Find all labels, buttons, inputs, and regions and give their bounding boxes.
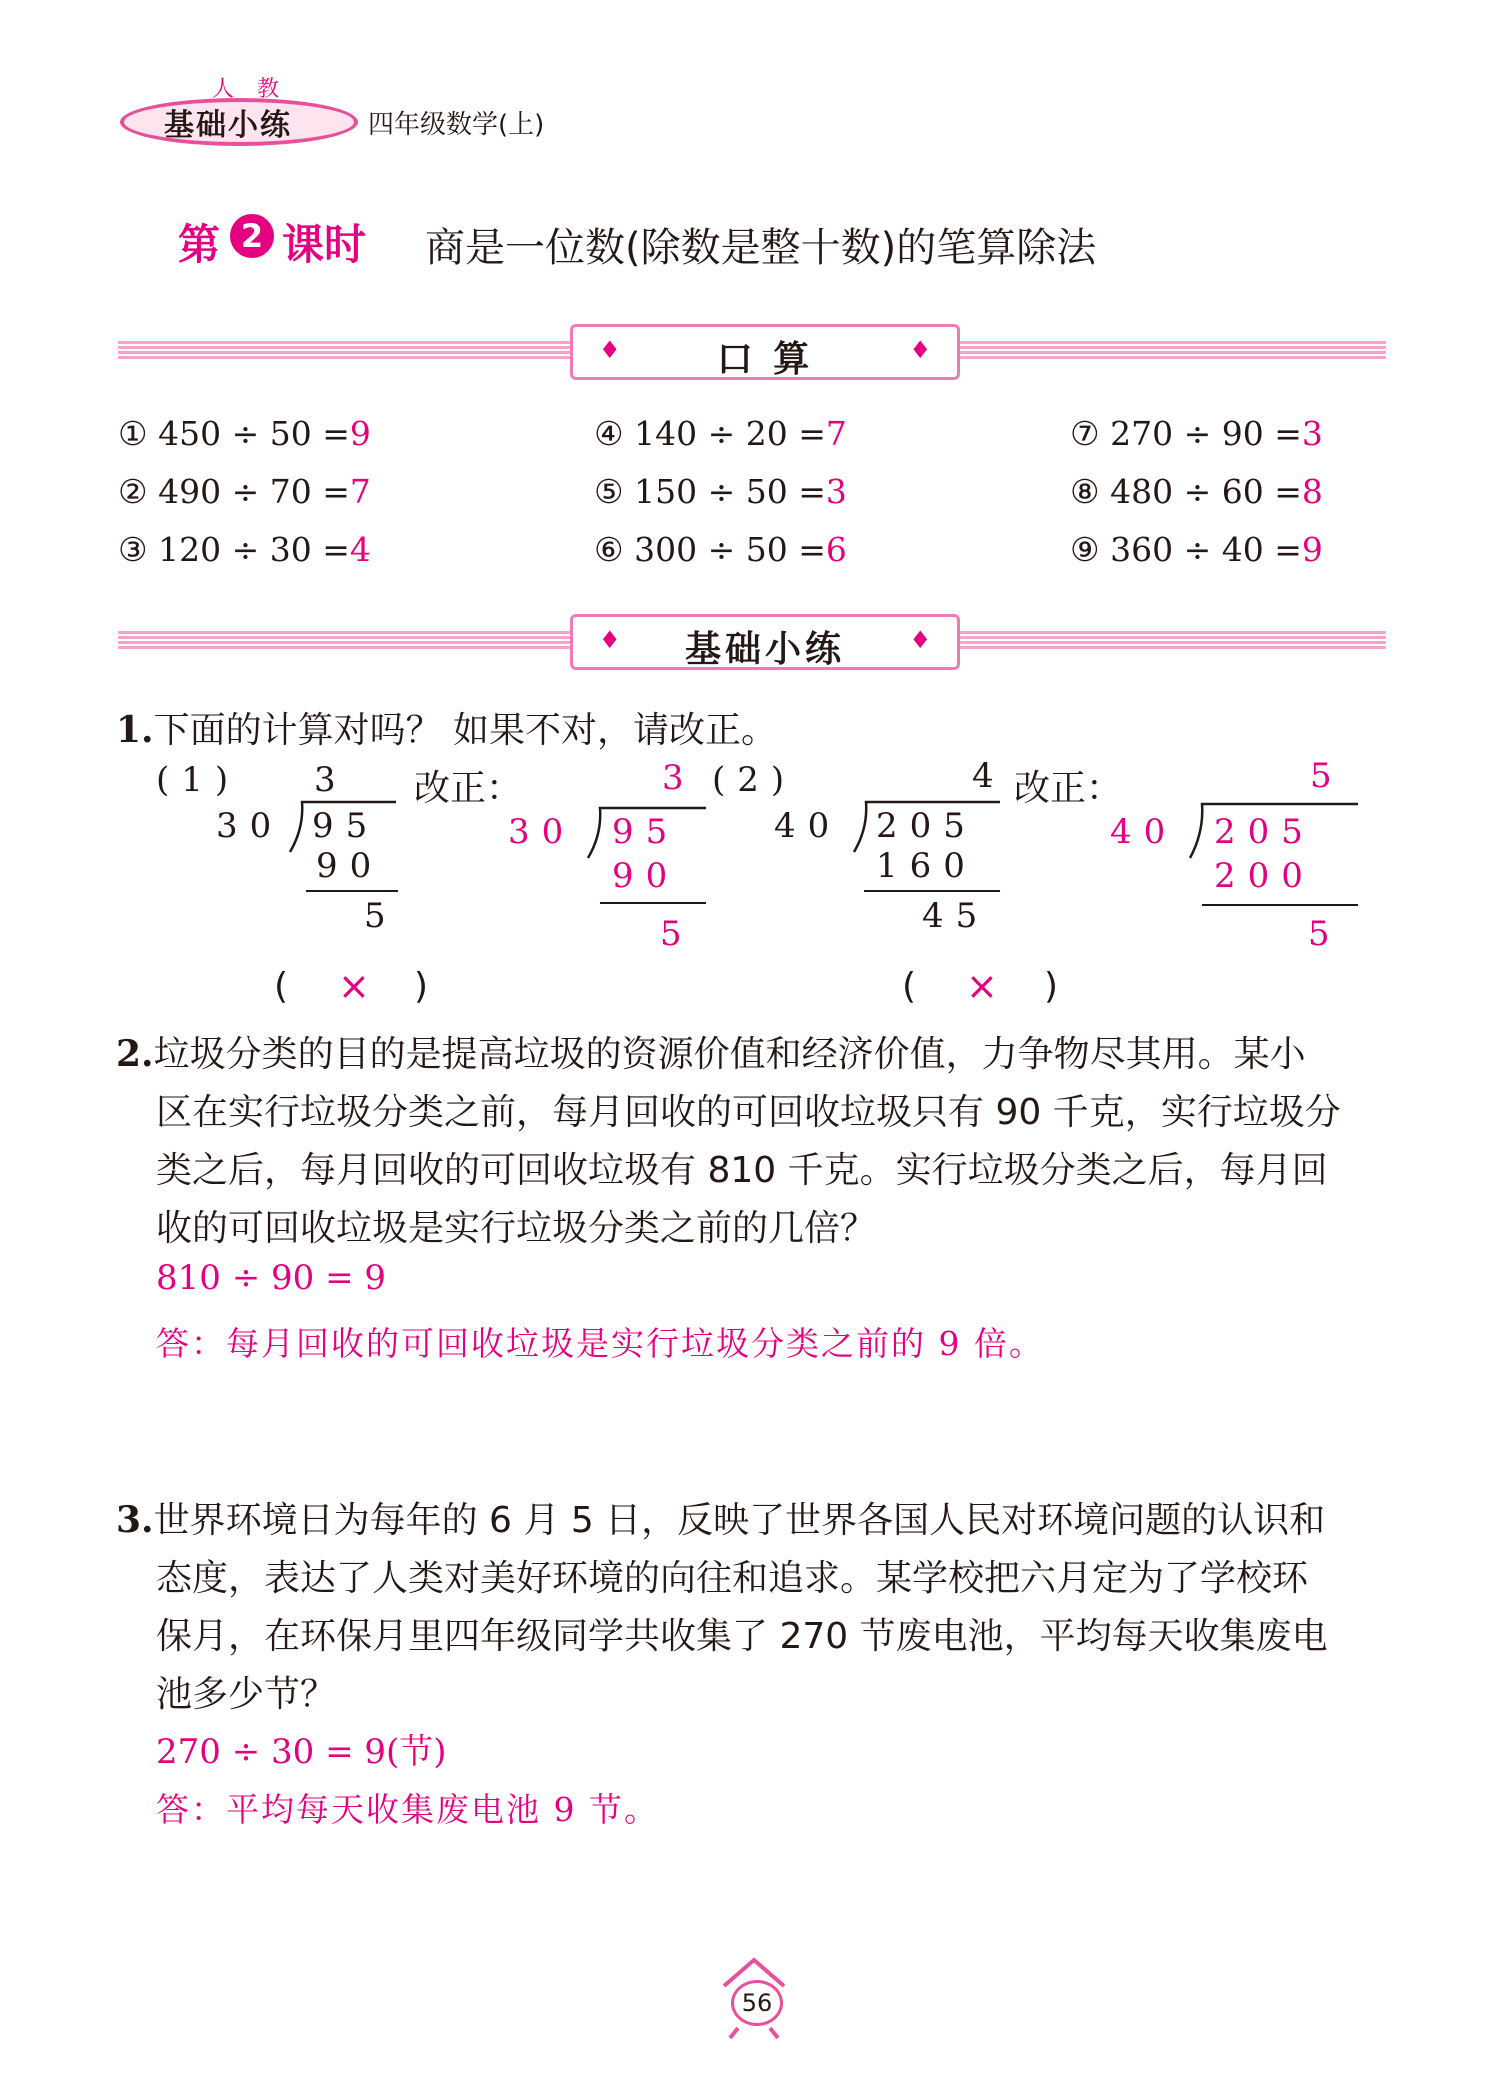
- part2-judge-close: ): [1044, 966, 1059, 1007]
- question-3-answer: 答：平均每天收集废电池 9 节。: [156, 1790, 659, 1829]
- lesson-prefix: 第: [178, 220, 221, 269]
- part2-fix-subtract-line: [1202, 904, 1358, 906]
- part2-divisor: 40: [774, 806, 842, 846]
- part2-judge-mark: ×: [966, 964, 998, 1008]
- part1-fix-divisor: 30: [508, 812, 576, 852]
- part2-label: (2): [712, 760, 797, 800]
- part1-dividend: 95: [312, 806, 380, 846]
- oral-item: ① 450 ÷ 50 =9: [118, 414, 371, 453]
- part2-fix-product: 200: [1214, 856, 1315, 896]
- question-2-line: 区在实行垃圾分类之前，每月回收的可回收垃圾只有 90 千克，实行垃圾分: [156, 1092, 1341, 1133]
- part1-fix-subtract-line: [600, 902, 706, 904]
- part1-fix-remainder: 5: [660, 914, 694, 954]
- oral-item: ⑥ 300 ÷ 50 =6: [594, 530, 847, 569]
- question-2-equation: 810 ÷ 90 = 9: [156, 1258, 386, 1298]
- oral-item: ② 490 ÷ 70 =7: [118, 472, 371, 511]
- part1-judge-close: ): [414, 966, 429, 1007]
- part1-fix-quotient: 3: [662, 758, 696, 798]
- part1-quotient: 3: [314, 760, 348, 800]
- question-1-text: 1.下面的计算对吗？ 如果不对，请改正。: [116, 709, 778, 751]
- part2-correct-label: 改正：: [1014, 768, 1123, 809]
- question-3-line: 态度，表达了人类对美好环境的向往和追求。某学校把六月定为了学校环: [156, 1558, 1309, 1599]
- header-publisher: 人 教: [212, 77, 287, 102]
- question-2-line: 类之后，每月回收的可回收垃圾有 810 千克。实行垃圾分类之后，每月回: [156, 1150, 1328, 1191]
- oral-item: ⑨ 360 ÷ 40 =9: [1070, 530, 1323, 569]
- header-brand: 基础小练: [164, 108, 292, 143]
- part1-remainder: 5: [364, 896, 398, 936]
- part1-fix-dividend: 95: [612, 812, 680, 852]
- lesson-number-badge: 2: [230, 214, 274, 258]
- part2-quotient: 4: [972, 756, 1006, 796]
- oral-item: ⑤ 150 ÷ 50 =3: [594, 472, 847, 511]
- oral-item: ④ 140 ÷ 20 =7: [594, 414, 847, 453]
- part2-judge-open: (: [902, 966, 917, 1007]
- part1-product: 90: [316, 846, 384, 886]
- part1-subtract-line: [306, 890, 398, 892]
- header-grade: 四年级数学(上): [368, 110, 545, 140]
- diamond-icon: ♦: [909, 626, 931, 654]
- section-title-oral: 口 算: [716, 339, 814, 380]
- question-3-line: 3.世界环境日为每年的 6 月 5 日，反映了世界各国人民对环境问题的认识和: [116, 1499, 1326, 1541]
- question-2-line: 2.垃圾分类的目的是提高垃圾的资源价值和经济价值，力争物尽其用。某小: [116, 1033, 1306, 1075]
- lesson-title: 商是一位数(除数是整十数)的笔算除法: [425, 225, 1097, 271]
- oral-item: ⑧ 480 ÷ 60 =8: [1070, 472, 1323, 511]
- part2-product: 160: [876, 846, 977, 886]
- part2-subtract-line: [864, 890, 1000, 892]
- part2-fix-quotient: 5: [1310, 756, 1344, 796]
- part2-fix-divisor: 40: [1110, 812, 1178, 852]
- part1-judge-open: (: [274, 966, 289, 1007]
- part1-label: (1): [156, 760, 241, 800]
- oral-item: ⑦ 270 ÷ 90 =3: [1070, 414, 1323, 453]
- diamond-icon: ♦: [599, 336, 621, 364]
- section-header-oral: [570, 324, 960, 380]
- question-3-equation: 270 ÷ 30 = 9(节): [156, 1732, 447, 1772]
- page-number: 56: [731, 1980, 783, 2026]
- section-header-basic: [570, 614, 960, 670]
- question-2-line: 收的可回收垃圾是实行垃圾分类之前的几倍？: [156, 1208, 877, 1249]
- part2-dividend: 205: [876, 806, 977, 846]
- part1-correct-label: 改正：: [414, 768, 523, 809]
- question-2-answer: 答：每月回收的可回收垃圾是实行垃圾分类之前的 9 倍。: [156, 1324, 1044, 1363]
- oral-item: ③ 120 ÷ 30 =4: [118, 530, 371, 569]
- diamond-icon: ♦: [599, 626, 621, 654]
- part1-fix-product: 90: [612, 856, 680, 896]
- part1-judge-mark: ×: [338, 964, 370, 1008]
- question-3-line: 保月，在环保月里四年级同学共收集了 270 节废电池，平均每天收集废电: [156, 1616, 1328, 1657]
- diamond-icon: ♦: [909, 336, 931, 364]
- part2-fix-remainder: 5: [1308, 914, 1342, 954]
- part1-divisor: 30: [216, 806, 284, 846]
- section-title-basic: 基础小练: [684, 629, 845, 670]
- question-3-line: 池多少节？: [156, 1674, 337, 1715]
- part2-fix-dividend: 205: [1214, 812, 1315, 852]
- part2-remainder: 45: [922, 896, 990, 936]
- lesson-suffix: 课时: [282, 220, 367, 269]
